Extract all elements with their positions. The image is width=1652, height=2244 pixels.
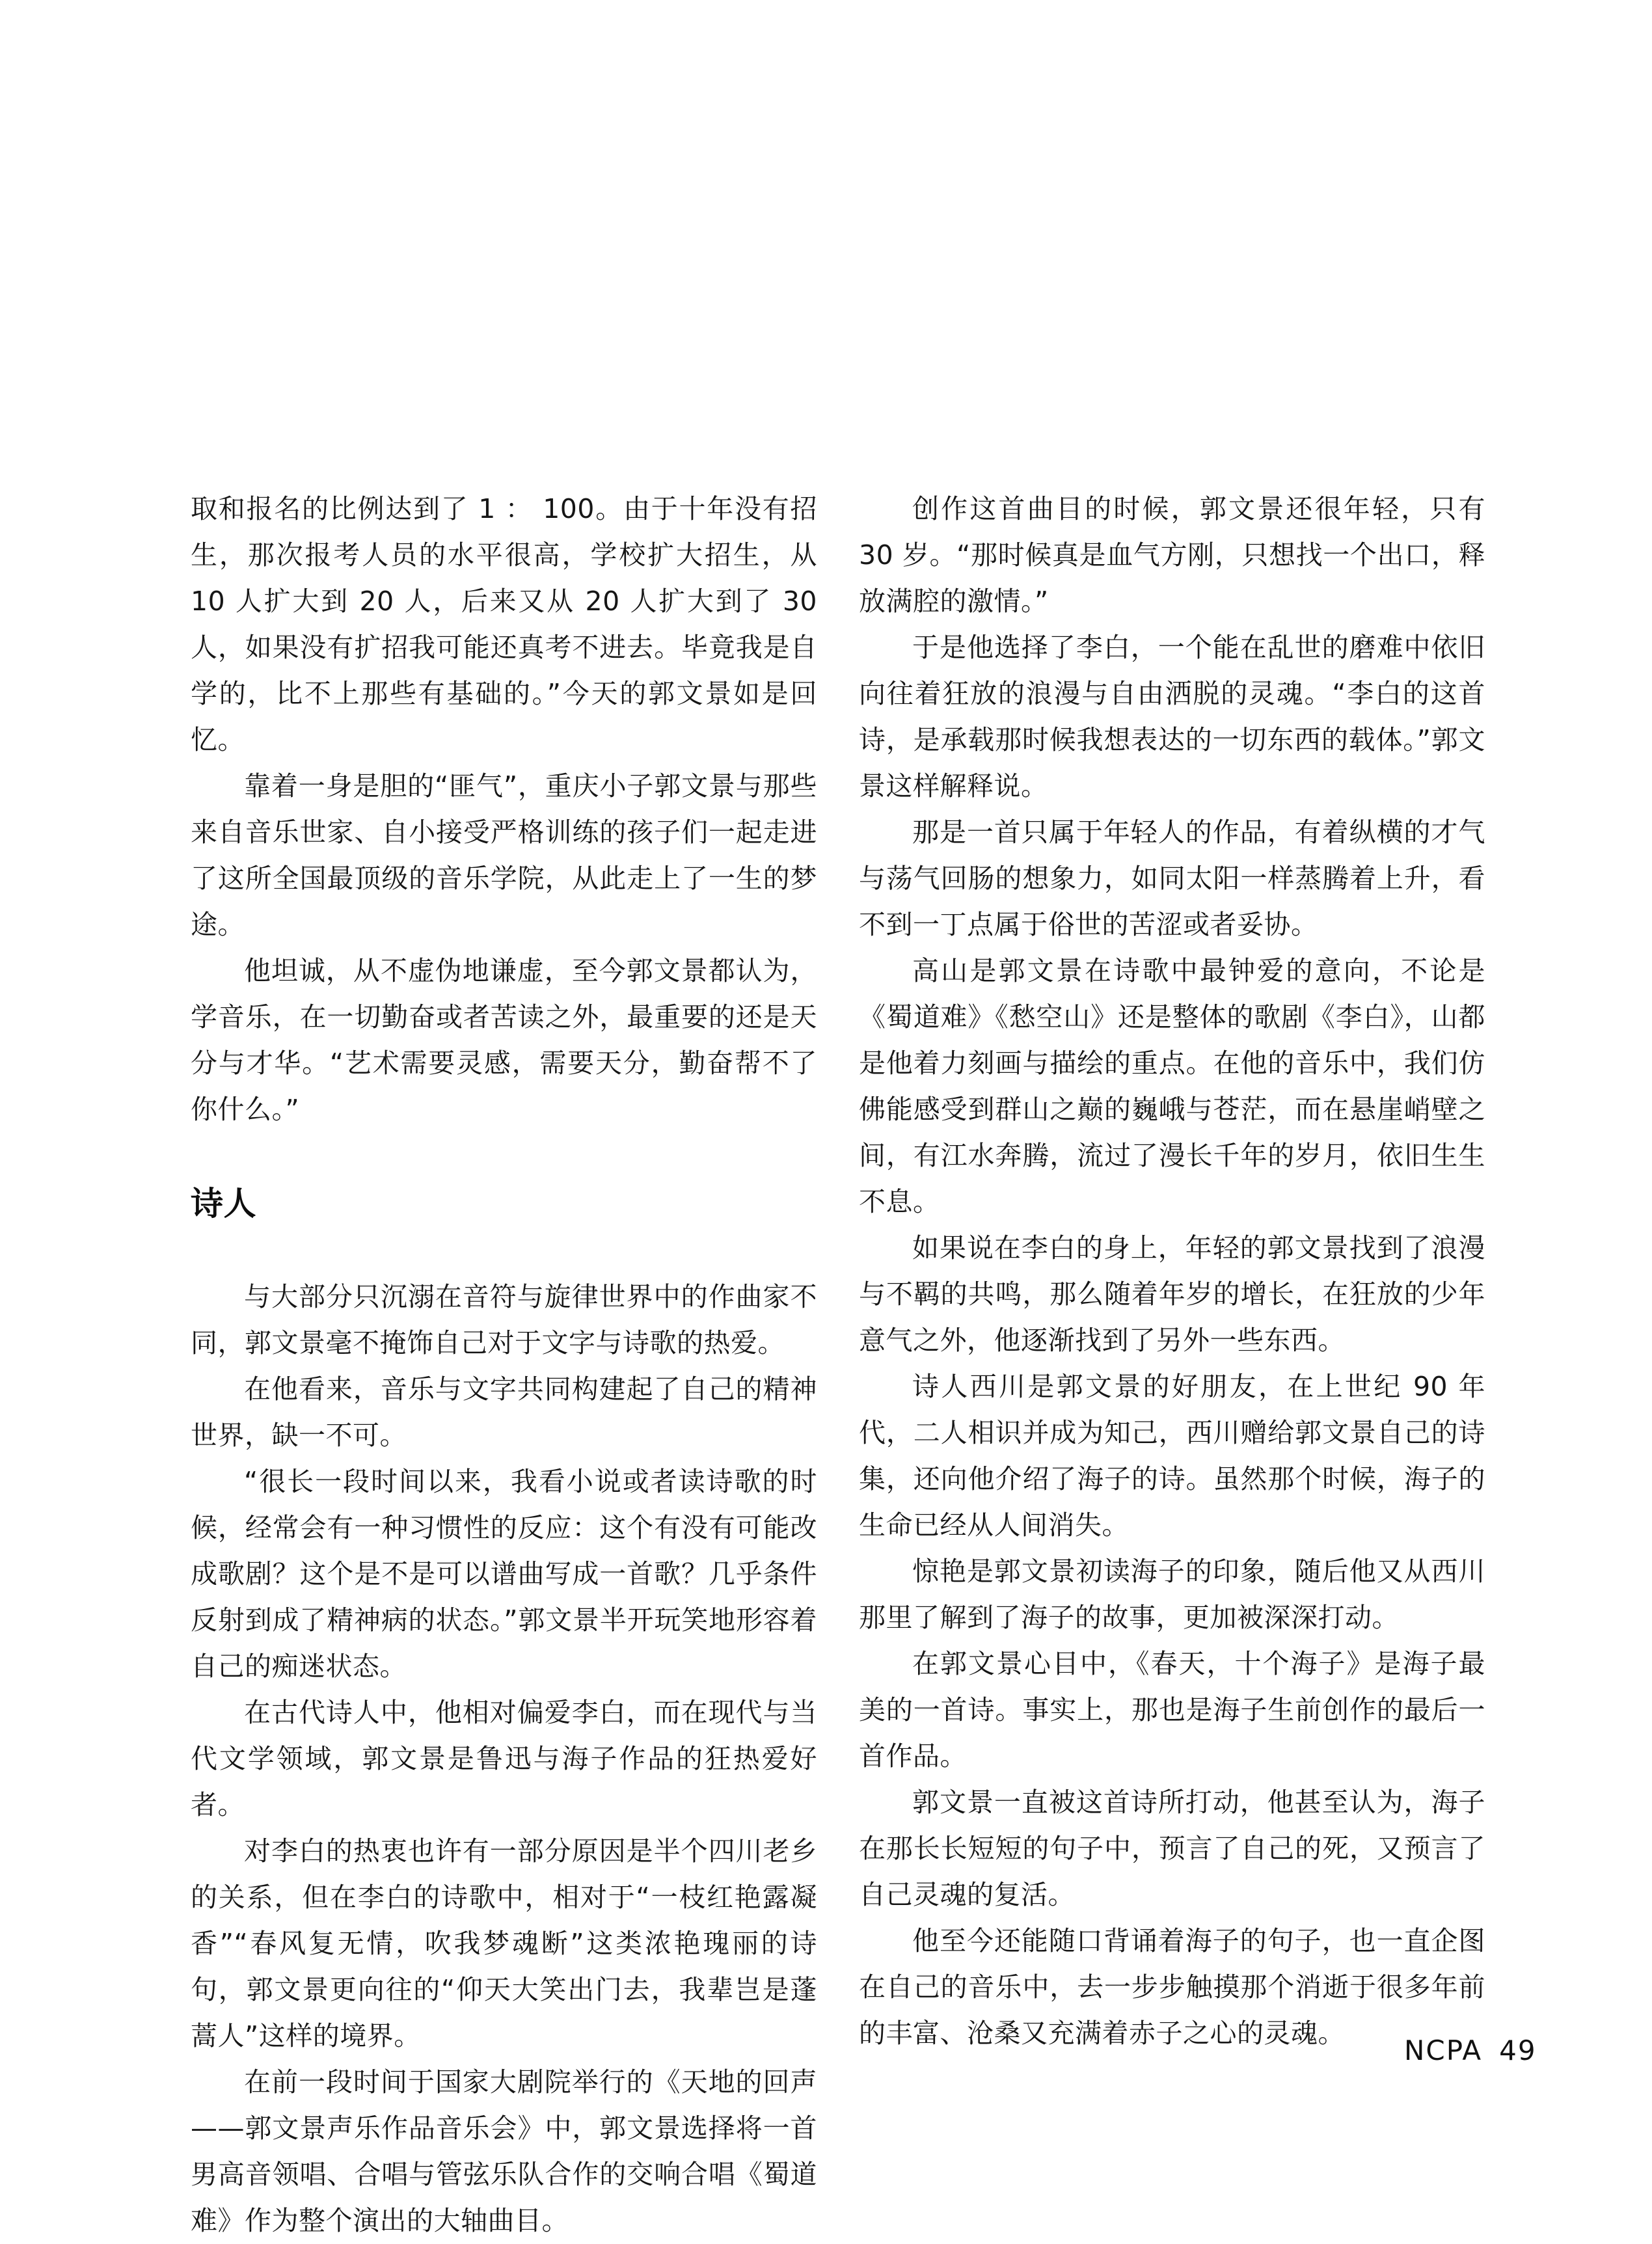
paragraph: 于是他选择了李白，一个能在乱世的磨难中依旧向往着狂放的浪漫与自由洒脱的灵魂。“李白的这首诗，是承载那时候我想表达的一切东西的载体。”郭文景这样解释说。 [859,632,1485,802]
paragraph: 在郭文景心目中，《春天，十个海子》是海子最美的一首诗。事实上，那也是海子生前创作的最后一首作品。 [859,1648,1485,1772]
paragraph: 在前一段时间于国家大剧院举行的《天地的回声——郭文景声乐作品音乐会》中，郭文景选择将一首男高音领唱、合唱与管弦乐队合作的交响合唱《蜀道难》作为整个演出的大轴曲目。 [191,2066,817,2236]
paragraph: 如果说在李白的身上，年轻的郭文景找到了浪漫与不羁的共鸣，那么随着年岁的增长，在狂放的少年意气之外，他逐渐找到了另外一些东西。 [859,1232,1485,1356]
right-column [859,486,1485,2057]
paragraph: 他坦诚，从不虚伪地谦虚，至今郭文景都认为，学音乐，在一切勤奋或者苦读之外，最重要的还是天分与才华。“艺术需要灵感，需要天分，勤奋帮不了你什么。” [191,955,817,1125]
paragraph-continuation: 取和报名的比例达到了 1 ： 100。由于十年没有招生，那次报考人员的水平很高，学校扩大招生，从 10 人扩大到 20 人，后来又从 20 人扩大到了 30 人，如果没有扩招我可能还真考不进去。毕竟我是自学的，比不上那些有基础的。”今天的郭文景如是回忆。 [191,493,817,755]
paragraph: 郭文景一直被这首诗所打动，他甚至认为，海子在那长长短短的句子中，预言了自己的死，又预言了自己灵魂的复活。 [859,1787,1485,1910]
right-paragraphs [859,486,1485,2057]
paragraph: 对李白的热衷也许有一部分原因是半个四川老乡的关系，但在李白的诗歌中，相对于“一枝红艳露凝香”“春风复无情，吹我梦魂断”这类浓艳瑰丽的诗句，郭文景更向往的“仰天大笑出门去，我辈岂是蓬蒿人”这样的境界。 [191,1835,817,2051]
paragraph: 诗人西川是郭文景的好朋友，在上世纪 90 年代，二人相识并成为知己，西川赠给郭文景自己的诗集，还向他介绍了海子的诗。虽然那个时候，海子的生命已经从人间消失。 [859,1371,1485,1541]
paragraph: 那是一首只属于年轻人的作品，有着纵横的才气与荡气回肠的想象力，如同太阳一样蒸腾着上升，看不到一丁点属于俗世的苦涩或者妥协。 [859,817,1485,940]
left-section-paragraphs [191,1274,817,2244]
left-column [191,486,817,2244]
paragraph: 在古代诗人中，他相对偏爱李白，而在现代与当代文学领域，郭文景是鲁迅与海子作品的狂热爱好者。 [191,1697,817,1820]
paragraph: 高山是郭文景在诗歌中最钟爱的意向，不论是《蜀道难》《愁空山》还是整体的歌剧《李白》，山都是他着力刻画与描绘的重点。在他的音乐中，我们仿佛能感受到群山之巅的巍峨与苍茫，而在悬崖峭壁之间，有江水奔腾，流过了漫长千年的岁月，依旧生生不息。 [859,955,1485,1217]
paragraph: 惊艳是郭文景初读海子的印象，随后他又从西川那里了解到了海子的故事，更加被深深打动。 [859,1556,1485,1633]
page-number: 49 [1499,2034,1537,2066]
paragraph: 在他看来，音乐与文字共同构建起了自己的精神世界，缺一不可。 [191,1373,817,1451]
page-footer [1404,2036,1537,2065]
paragraph: 创作这首曲目的时候，郭文景还很年轻，只有 30 岁。“那时候真是血气方刚，只想找一个出口，释放满腔的激情。” [859,493,1485,617]
magazine-brand: NCPA [1404,2034,1483,2066]
left-intro-paragraphs [191,763,817,1133]
paragraph: 靠着一身是胆的“匪气”，重庆小子郭文景与那些来自音乐世家、自小接受严格训练的孩子们一起走进了这所全国最顶级的音乐学院，从此走上了一生的梦途。 [191,770,817,940]
paragraph: “很长一段时间以来，我看小说或者读诗歌的时候，经常会有一种习惯性的反应：这个有没有可能改成歌剧？这个是不是可以谱曲写成一首歌？几乎条件反射到成了精神病的状态。”郭文景半开玩笑地形容着自己的痴迷状态。 [191,1466,817,1682]
paragraph: 他至今还能随口背诵着海子的句子，也一直企图在自己的音乐中，去一步步触摸那个消逝于很多年前的丰富、沧桑又充满着赤子之心的灵魂。 [859,1925,1485,2049]
section-heading-poet: 诗人 [191,1185,256,1223]
paragraph: 与大部分只沉溺在音符与旋律世界中的作曲家不同，郭文景毫不掩饰自己对于文字与诗歌的热爱。 [191,1281,817,1359]
